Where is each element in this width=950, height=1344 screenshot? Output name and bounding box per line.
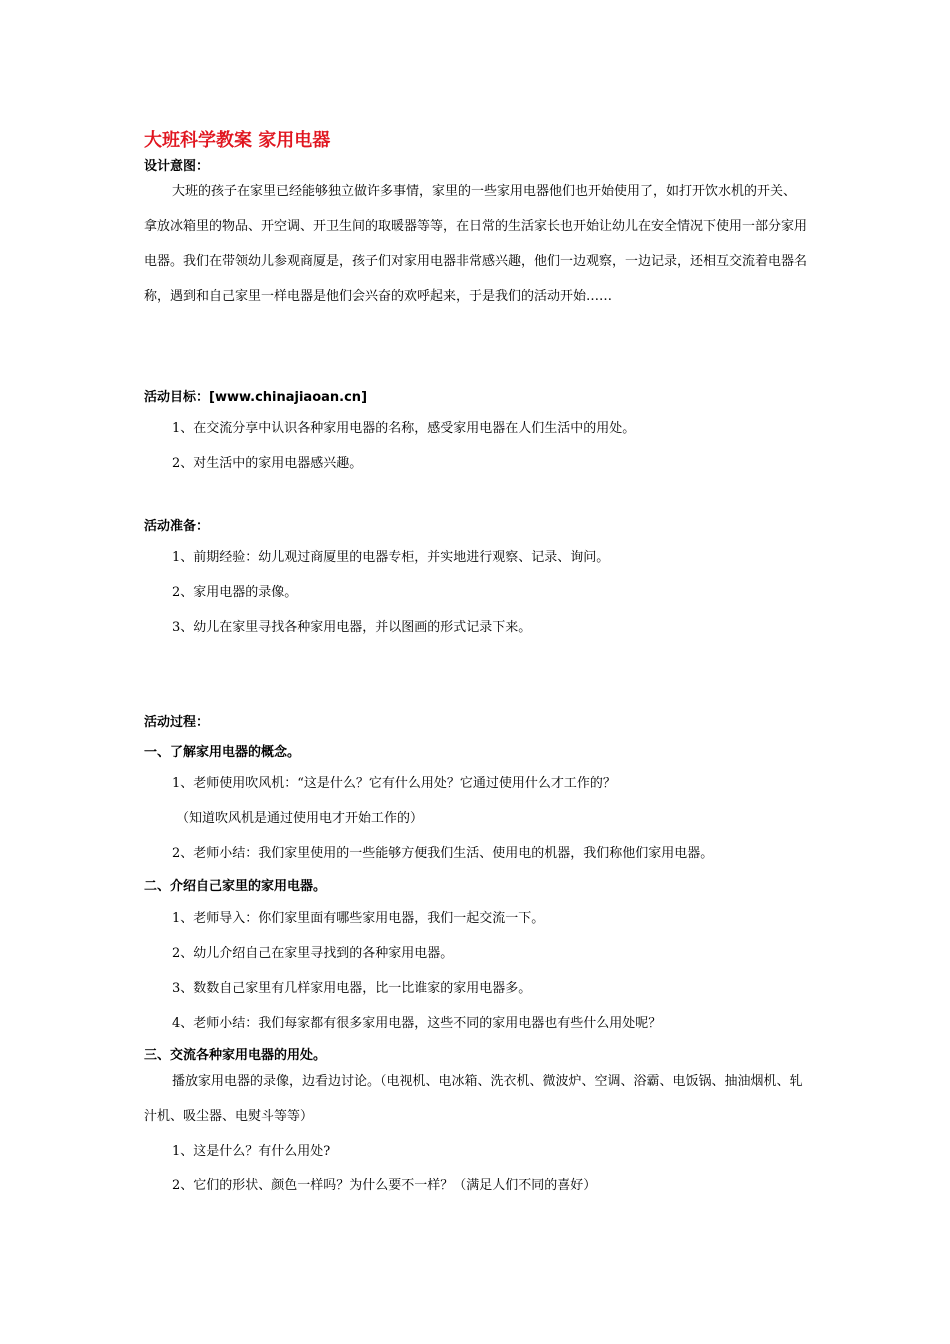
- design-paragraph: 大班的孩子在家里已经能够独立做许多事情，家里的一些家用电器他们也开始使用了，如打开饮水机的开关、拿放冰箱里的物品、开空调、开卫生间的取暖器等等，在日常的生活家长也开始让幼儿在安全情况下使用一部分家用电器。我们在带领幼儿参观商厦是，孩子们对家用电器非常感兴趣，他们一边观察，一边记录，还相互交流着电器名称，遇到和自己家里一样电器是他们会兴奋的欢呼起来，于是我们的活动开始……: [144, 184, 808, 304]
- prep-item-3: 3、幼儿在家里寻找各种家用电器，并以图画的形式记录下来。: [172, 620, 532, 635]
- part3-item-2: 2、它们的形状、颜色一样吗？为什么要不一样？（满足人们不同的喜好）: [172, 1178, 597, 1193]
- part3-heading: 三、交流各种家用电器的用处。: [144, 1048, 327, 1063]
- process-heading: 活动过程：: [144, 715, 210, 730]
- part2-item-3: 3、数数自己家里有几样家用电器，比一比谁家的家用电器多。: [172, 981, 532, 996]
- goals-heading: 活动目标：[www.chinajiaoan.cn]: [144, 390, 368, 405]
- prep-item-2: 2、家用电器的录像。: [172, 585, 298, 600]
- prep-item-1: 1、前期经验：幼儿观过商厦里的电器专柜，并实地进行观察、记录、询问。: [172, 550, 610, 565]
- part2-heading: 二、介绍自己家里的家用电器。: [144, 879, 327, 894]
- goal-item-2: 2、对生活中的家用电器感兴趣。: [172, 456, 363, 471]
- part2-item-2: 2、幼儿介绍自己在家里寻找到的各种家用电器。: [172, 946, 454, 961]
- part1-item-1: 1、老师使用吹风机：“这是什么？它有什么用处？它通过使用什么才工作的？: [172, 776, 616, 791]
- document-title: 大班科学教案 家用电器: [144, 130, 331, 151]
- part3-item-1: 1、这是什么？有什么用处?: [172, 1144, 331, 1159]
- prep-heading: 活动准备：: [144, 519, 210, 534]
- part1-note: （知道吹风机是通过使用电才开始工作的）: [176, 811, 424, 826]
- goal-item-1: 1、在交流分享中认识各种家用电器的名称，感受家用电器在人们生活中的用处。: [172, 421, 636, 436]
- part3-paragraph: 播放家用电器的录像，边看边讨论。（电视机、电冰箱、洗衣机、微波炉、空调、浴霸、电饭锅、抽油烟机、轧汁机、吸尘器、电熨斗等等）: [144, 1074, 803, 1124]
- part1-heading: 一、了解家用电器的概念。: [144, 745, 301, 760]
- part2-item-1: 1、老师导入：你们家里面有哪些家用电器，我们一起交流一下。: [172, 911, 545, 926]
- design-heading: 设计意图：: [144, 159, 210, 174]
- part1-item-2: 2、老师小结：我们家里使用的一些能够方便我们生活、使用电的机器，我们称他们家用电器。: [172, 846, 714, 861]
- part2-item-4: 4、老师小结：我们每家都有很多家用电器，这些不同的家用电器也有些什么用处呢？: [172, 1016, 662, 1031]
